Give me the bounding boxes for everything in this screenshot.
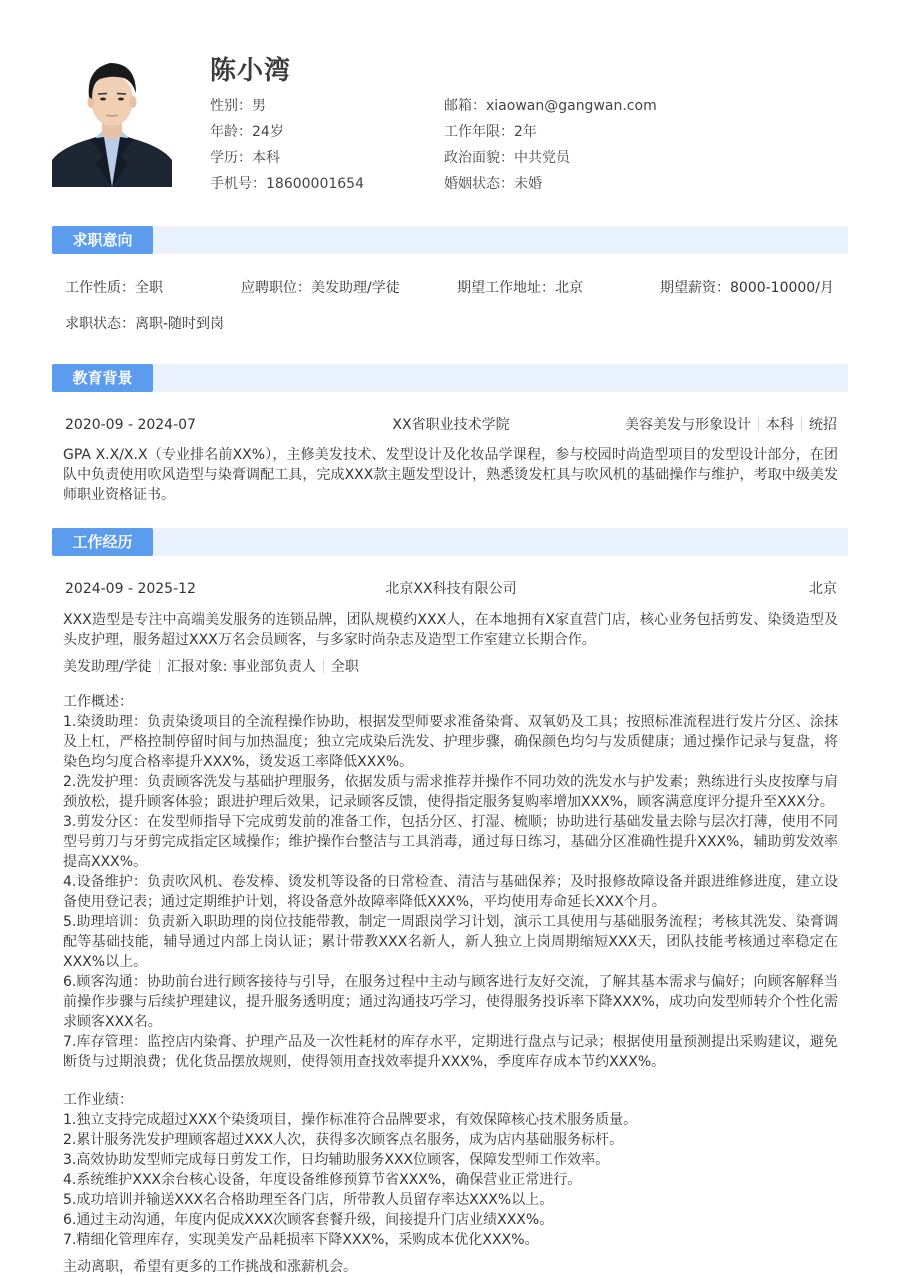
overview-title: 工作概述： bbox=[63, 694, 133, 710]
achievement-item: 7.精细化管理库存，实现美发产品耗损率下降XXX%，采购成本优化XXX%。 bbox=[63, 1232, 539, 1248]
company-name: 北京XX科技有限公司 bbox=[385, 581, 517, 597]
divider bbox=[801, 417, 802, 431]
intent-work-type: 工作性质：全职 bbox=[65, 280, 163, 296]
work-city: 北京 bbox=[809, 581, 837, 597]
basic-info-left bbox=[210, 93, 364, 197]
marital-status-row: 婚姻状态：未婚 bbox=[444, 176, 542, 192]
achievement-item: 6.通过主动沟通，年度内促成XXX次顾客套餐升级，间接提升门店业绩XXX%。 bbox=[63, 1212, 554, 1228]
intent-position: 应聘职位：美发助理/学徒 bbox=[241, 280, 400, 296]
achievement-item: 5.成功培训并输送XXX名合格助理至各门店，所带教人员留存率达XXX%以上。 bbox=[63, 1192, 554, 1208]
role-line bbox=[63, 657, 835, 677]
work-header-row bbox=[65, 579, 837, 599]
section-title-education: 教育背景 bbox=[52, 364, 153, 392]
overview-item: 6.顾客沟通：协助前台进行顾客接待与引导，在服务过程中主动与顾客进行友好交流，了解其基本需求与偏好；向顾客解释当前操作步骤与后续护理建议，提升服务透明度；通过沟通技巧学习，使得服务投诉率下降XXX%，成功向发型师转介个性化需求顾客XXX名。 bbox=[63, 974, 838, 1030]
divider bbox=[159, 659, 160, 673]
work-period: 2024-09 - 2025-12 bbox=[65, 581, 196, 597]
divider bbox=[758, 417, 759, 431]
role: 美发助理/学徒 bbox=[63, 659, 152, 675]
section-education bbox=[52, 364, 848, 392]
achievement-item: 3.高效协助发型师完成每日剪发工作，日均辅助服务XXX位顾客，保障发型师工作效率。 bbox=[63, 1152, 610, 1168]
portrait-photo bbox=[52, 55, 172, 187]
overview-item: 4.设备维护：负责吹风机、卷发棒、烫发机等设备的日常检查、清洁与基础保养；及时报修故障设备并跟进维修进度，建立设备使用登记表；通过定期维护计划，将设备意外故障率降低XXX%，平均使用寿命延长XXX个月。 bbox=[63, 874, 838, 910]
age-row: 年龄：24岁 bbox=[210, 124, 284, 140]
portrait-image-icon bbox=[52, 55, 172, 187]
section-title-work-experience: 工作经历 bbox=[52, 528, 153, 556]
intent-location: 期望工作地址：北京 bbox=[457, 280, 583, 296]
achievements-title: 工作业绩： bbox=[63, 1092, 133, 1108]
overview-item: 2.洗发护理：负责顾客洗发与基础护理服务，依据发质与需求推荐并操作不同功效的洗发水与护发素；熟练进行头皮按摩与肩颈放松，提升顾客体验；跟进护理后效果，记录顾客反馈，使得指定服务复购率增加XXX%，顾客满意度评分提升至XXX分。 bbox=[63, 774, 838, 810]
major: 美容美发与形象设计 bbox=[625, 417, 751, 433]
enrollment-type: 统招 bbox=[809, 417, 837, 433]
email-row: 邮箱：xiaowan@gangwan.com bbox=[444, 98, 657, 114]
school-name: XX省职业技术学院 bbox=[392, 417, 510, 433]
work-achievements bbox=[63, 1090, 838, 1250]
intent-status: 求职状态：离职-随时到岗 bbox=[65, 316, 225, 332]
basic-info-right bbox=[444, 93, 657, 197]
overview-item: 1.染烫助理：负责染烫项目的全流程操作协助，根据发型师要求准备染膏、双氧奶及工具；按照标准流程进行发片分区、涂抹及上杠，严格控制停留时间与加热温度；独立完成染后洗发、护理步骤，确保颜色均匀与发质健康；通过操作记录与复盘，将染色均匀度合格率提升XXX%，烫发返工率降低XXX%。 bbox=[63, 714, 838, 770]
overview-item: 5.助理培训：负责新入职助理的岗位技能带教，制定一周跟岗学习计划，演示工具使用与基础服务流程；考核其洗发、染膏调配等基础技能，辅导通过内部上岗认证；累计带教XXX名新人，新人独立上岗周期缩短XXX天，团队技能考核通过率稳定在XXX%以上。 bbox=[63, 914, 838, 970]
overview-item: 3.剪发分区：在发型师指导下完成剪发前的准备工作，包括分区、打湿、梳顺；协助进行基础发量去除与层次打薄，使用不同型号剪刀与牙剪完成指定区域操作；维护操作台整洁与工具消毒，通过每日练习，基础分区准确性提升XXX%，辅助剪发效率提高XXX%。 bbox=[63, 814, 838, 870]
candidate-name: 陈小湾 bbox=[210, 56, 292, 86]
education-period: 2020-09 - 2024-07 bbox=[65, 417, 196, 433]
education-details bbox=[597, 415, 837, 435]
intent-salary: 期望薪资：8000-10000/月 bbox=[660, 280, 834, 296]
achievement-item: 2.累计服务洗发护理顾客超过XXX人次，获得多次顾客点名服务，成为店内基础服务标杆。 bbox=[63, 1132, 624, 1148]
gender-value: 男 bbox=[252, 98, 266, 114]
section-title-job-intent: 求职意向 bbox=[52, 226, 153, 254]
work-years-row: 工作年限：2年 bbox=[444, 124, 537, 140]
company-intro: XXX造型是专注中高端美发服务的连锁品牌，团队规模约XXX人，在本地拥有X家直营门店，核心业务包括剪发、染烫造型及头皮护理，服务超过XXX万名会员顾客，与多家时尚杂志及造型工作室建立长期合作。 bbox=[63, 612, 838, 648]
age-value: 24岁 bbox=[252, 124, 284, 140]
phone-row: 手机号：18600001654 bbox=[210, 176, 364, 192]
political-status-value: 中共党员 bbox=[514, 150, 570, 166]
achievement-item: 4.系统维护XXX余台核心设备，年度设备维修预算节省XXX%，确保营业正常进行。 bbox=[63, 1172, 582, 1188]
phone-value: 18600001654 bbox=[266, 176, 364, 192]
work-overview bbox=[63, 692, 838, 1072]
education-row: 学历：本科 bbox=[210, 150, 280, 166]
education-description: GPA X.X/X.X（专业排名前XX%），主修美发技术、发型设计及化妆品学课程，参与校园时尚造型项目的发型设计部分，在团队中负责使用吹风造型与染膏调配工具，完成XXX款主题发型设计，熟悉烫发杠具与吹风机的基础操作与维护，考取中级美发师职业资格证书。 bbox=[63, 447, 838, 503]
leave-reason: 主动离职，希望有更多的工作挑战和涨薪机会。 bbox=[63, 1259, 357, 1275]
achievement-item: 1.独立支持完成超过XXX个染烫项目，操作标准符合品牌要求，有效保障核心技术服务质量。 bbox=[63, 1112, 638, 1128]
job-type: 全职 bbox=[330, 659, 359, 675]
section-job-intent bbox=[52, 226, 848, 254]
work-years-value: 2年 bbox=[514, 124, 537, 140]
degree: 本科 bbox=[766, 417, 794, 433]
education-header-row bbox=[65, 415, 837, 435]
gender-row: 性别：男 bbox=[210, 98, 266, 114]
section-work-experience bbox=[52, 528, 848, 556]
divider bbox=[323, 659, 324, 673]
marital-status-value: 未婚 bbox=[514, 176, 542, 192]
email-value: xiaowan@gangwan.com bbox=[486, 98, 657, 114]
report-to: 汇报对象: 事业部负责人 bbox=[166, 659, 316, 675]
profile-header bbox=[52, 50, 852, 190]
political-status-row: 政治面貌：中共党员 bbox=[444, 150, 570, 166]
degree-value: 本科 bbox=[252, 150, 280, 166]
overview-item: 7.库存管理：监控店内染膏、护理产品及一次性耗材的库存水平，定期进行盘点与记录；根据使用量预测提出采购建议，避免断货与过期浪费；优化货品摆放规则，使得领用查找效率提升XXX%，季度库存成本节约XXX%。 bbox=[63, 1034, 838, 1070]
